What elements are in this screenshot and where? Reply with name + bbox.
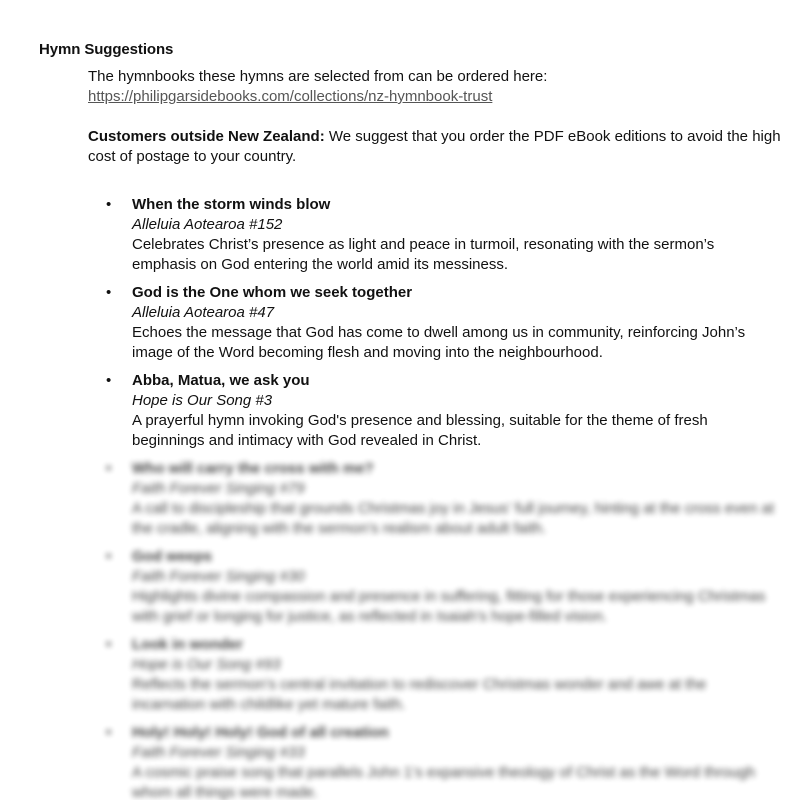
notice-label: Customers outside New Zealand: — [88, 128, 325, 145]
page-title: Hymn Suggestions — [39, 41, 174, 58]
bullet-icon: • — [106, 636, 112, 653]
hymn-title: Look in wonder — [132, 636, 243, 653]
hymn-description: A cosmic praise song that parallels John 1’s expansive theology of Christ as the Word through whom all things were made. — [132, 764, 756, 800]
hymn-list-item — [0, 723, 800, 800]
overseas-customers-notice — [88, 127, 788, 167]
hymn-source: Alleluia Aotearoa #47 — [132, 304, 275, 321]
hymn-source: Hope is Our Song #3 — [132, 392, 273, 409]
hymnbook-order-link[interactable]: https://philipgarsidebooks.com/collections/nz-hymnbook-trust — [88, 88, 493, 105]
hymn-description: Celebrates Christ’s presence as light and peace in turmoil, resonating with the sermon’s emphasis on God entering the world amid its messiness. — [132, 236, 715, 273]
intro-text: The hymnbooks these hymns are selected from can be ordered here: — [88, 68, 548, 85]
hymn-title: Who will carry the cross with me? — [132, 460, 374, 477]
hymn-list-item — [0, 459, 800, 539]
bullet-icon: • — [106, 548, 112, 565]
hymn-list-item — [0, 635, 800, 715]
hymn-description: Echoes the message that God has come to dwell among us in community, reinforcing John’s image of the Word becoming flesh and moving into the neighbourhood. — [132, 324, 746, 361]
bullet-icon: • — [106, 460, 112, 477]
bullet-icon: • — [106, 284, 112, 301]
hymn-title: God is the One whom we seek together — [132, 284, 413, 301]
intro-paragraph — [88, 67, 788, 107]
hymn-description: A call to discipleship that grounds Christmas joy in Jesus’ full journey, hinting at the cross even at the cradle, aligning with the sermon’s realism about adult faith. — [132, 500, 774, 537]
hymn-title: Holy! Holy! Holy! God of all creation — [132, 724, 389, 741]
hymn-description: Highlights divine compassion and presence in suffering, fitting for those experiencing Christmas with grief or longing for justice, as reflected in Isaiah’s hope-filled vision. — [132, 588, 766, 625]
hymn-list-item — [0, 283, 800, 363]
hymn-list-item — [0, 547, 800, 627]
hymn-source: Faith Forever Singing #79 — [132, 480, 305, 497]
notice-text: We suggest that you order the PDF eBook editions to avoid the high cost of postage to your country. — [88, 128, 781, 165]
hymn-list — [0, 195, 800, 800]
hymn-title: When the storm winds blow — [132, 196, 331, 213]
hymn-title: God weeps — [132, 548, 213, 565]
hymn-source: Hope is Our Song #93 — [132, 656, 281, 673]
hymn-description: Reflects the sermon’s central invitation to rediscover Christmas wonder and awe at the incarnation with childlike yet mature faith. — [132, 676, 707, 713]
hymn-source: Faith Forever Singing #30 — [132, 568, 305, 585]
hymn-description: A prayerful hymn invoking God's presence and blessing, suitable for the theme of fresh beginnings and intimacy with God revealed in Christ. — [132, 412, 708, 449]
hymn-source: Alleluia Aotearoa #152 — [132, 216, 283, 233]
bullet-icon: • — [106, 196, 112, 213]
hymn-source: Faith Forever Singing #33 — [132, 744, 305, 761]
hymn-list-item — [0, 195, 800, 275]
hymn-list-item — [0, 371, 800, 451]
bullet-icon: • — [106, 372, 112, 389]
hymn-title: Abba, Matua, we ask you — [132, 372, 310, 389]
bullet-icon: • — [106, 724, 112, 741]
